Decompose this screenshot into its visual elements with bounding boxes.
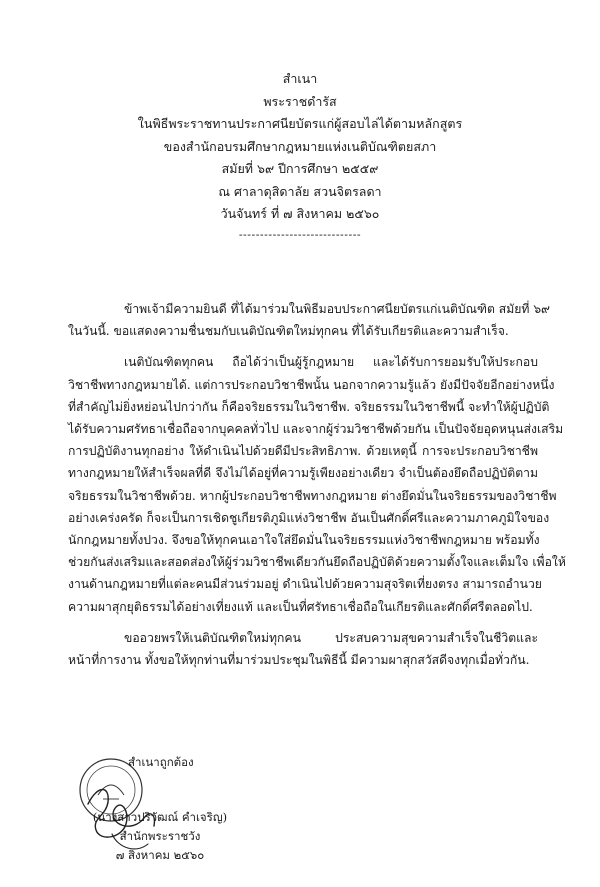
speech-body — [68, 298, 566, 671]
certification-date: ๗ สิงหาคม ๒๕๖๐ — [115, 848, 205, 862]
paragraph-line: การปฏิบัติงานทุกอย่าง ให้ดำเนินไปด้วยดีมีประสิทธิภาพ. ด้วยเหตุนี้ การจะประกอบวิชาชีพ — [68, 444, 538, 459]
signer-office: สำนักพระราชวัง — [119, 829, 201, 843]
paragraph-line: ทางกฎหมายให้สำเร็จผลที่ดี จึงไม่ได้อยู่ที่ความรู้เพียงอย่างเดียว จำเป็นต้องยึดถือปฏิบัติตาม — [68, 466, 538, 481]
copy-heading: สำเนา — [282, 71, 318, 86]
signature-space — [90, 772, 230, 808]
session-line: สมัยที่ ๖๙ ปีการศึกษา ๒๕๕๙ — [221, 161, 379, 176]
separator-line: ----------------------------- — [238, 227, 362, 241]
paragraph-line: ขออวยพรให้เนติบัณฑิตใหม่ทุกคน ประสบความสุขความสำเร็จในชีวิตและ — [124, 630, 538, 645]
paragraph-line: วิชาชีพทางกฎหมายได้. แต่การประกอบวิชาชีพนั้น นอกจากความรู้แล้ว ยังมีปัจจัยอีกอย่างหนึ่ง — [68, 377, 555, 392]
signer-name: (นางสาวปริวัฒณ์ คำเจริญ) — [92, 810, 228, 824]
document-subject: พระราชดำรัส — [263, 93, 337, 109]
date-line: วันจันทร์ ที่ ๗ สิงหาคม ๒๕๖๐ — [220, 206, 380, 221]
institute-line: ของสำนักอบรมศึกษากฎหมายแห่งเนติบัณฑิตยสภา — [163, 138, 437, 154]
venue-line: ณ ศาลาดุสิดาลัย สวนจิตรลดา — [218, 183, 382, 199]
paragraph-line: ความผาสุกยุติธรรมได้อย่างเที่ยงแท้ และเป็นที่ศรัทธาเชื่อถือในเกียรติและศักดิ์ศรีตลอดไป. — [68, 599, 533, 614]
paragraph-line: ในวันนี้. ขอแสดงความชื่นชมกับเนติบัณฑิตใหม่ทุกคน ที่ได้รับเกียรติและความสำเร็จ. — [68, 324, 509, 339]
ceremony-line: ในพิธีพระราชทานประกาศนียบัตรแก่ผู้สอบไล่ได้ตามหลักสูตร — [137, 116, 463, 131]
paragraph-line: เนติบัณฑิตทุกคน ถือได้ว่าเป็นผู้รู้กฎหมาย และได้รับการยอมรับให้ประกอบ — [124, 355, 538, 370]
paragraph-line: งานด้านกฎหมายที่แต่ละคนมีส่วนร่วมอยู่ ดำเนินไปด้วยความสุจริตเที่ยงตรง สามารถอำนวย — [68, 577, 542, 592]
paragraph-line: ที่สำคัญไม่ยิ่งหย่อนไปกว่ากัน ก็คือจริยธรรมในวิชาชีพ. จริยธรรมในวิชาชีพนี้ จะทำให้ผู้ปฏิบัติ — [68, 399, 550, 414]
paragraph-line: หน้าที่การงาน ทั้งขอให้ทุกท่านที่มาร่วมประชุมในพิธีนี้ มีความผาสุกสวัสดีจงทุกเมื่อทั่วกัน. — [68, 653, 530, 668]
certification-block — [90, 753, 230, 865]
document-header — [60, 68, 540, 242]
paragraph-1 — [68, 298, 550, 342]
paragraph-3 — [68, 627, 538, 671]
certified-copy-label: สำเนาถูกต้อง — [128, 755, 194, 769]
paragraph-line: ช่วยกันส่งเสริมและสอดส่องให้ผู้ร่วมวิชาชีพเดียวกันยึดถือปฏิบัติด้วยความตั้งใจและเต็มใจ เพื่อให้ — [68, 555, 566, 570]
paragraph-line: นักกฎหมายทั้งปวง. จึงขอให้ทุกคนเอาใจใส่ยึดมั่นในจริยธรรมแห่งวิชาชีพกฎหมาย พร้อมทั้ง — [68, 533, 540, 548]
paragraph-2 — [68, 351, 566, 617]
paragraph-line: อย่างเคร่งครัด ก็จะเป็นการเชิดชูเกียรติภูมิแห่งวิชาชีพ อันเป็นศักดิ์ศรีและความภาคภูมิใจของ — [68, 510, 550, 525]
paragraph-line: จริยธรรมในวิชาชีพด้วย. หากผู้ประกอบวิชาชีพทางกฎหมาย ต่างยึดมั่นในจริยธรรมของวิชาชีพ — [68, 488, 557, 503]
paragraph-line: ได้รับความศรัทธาเชื่อถือจากบุคคลทั่วไป และจากผู้ร่วมวิชาชีพด้วยกัน เป็นปัจจัยอุดหนุนส่งเสริม — [68, 422, 564, 437]
paragraph-line: ข้าพเจ้ามีความยินดี ที่ได้มาร่วมในพิธีมอบประกาศนียบัตรแก่เนติบัณฑิต สมัยที่ ๖๙ — [124, 302, 550, 316]
